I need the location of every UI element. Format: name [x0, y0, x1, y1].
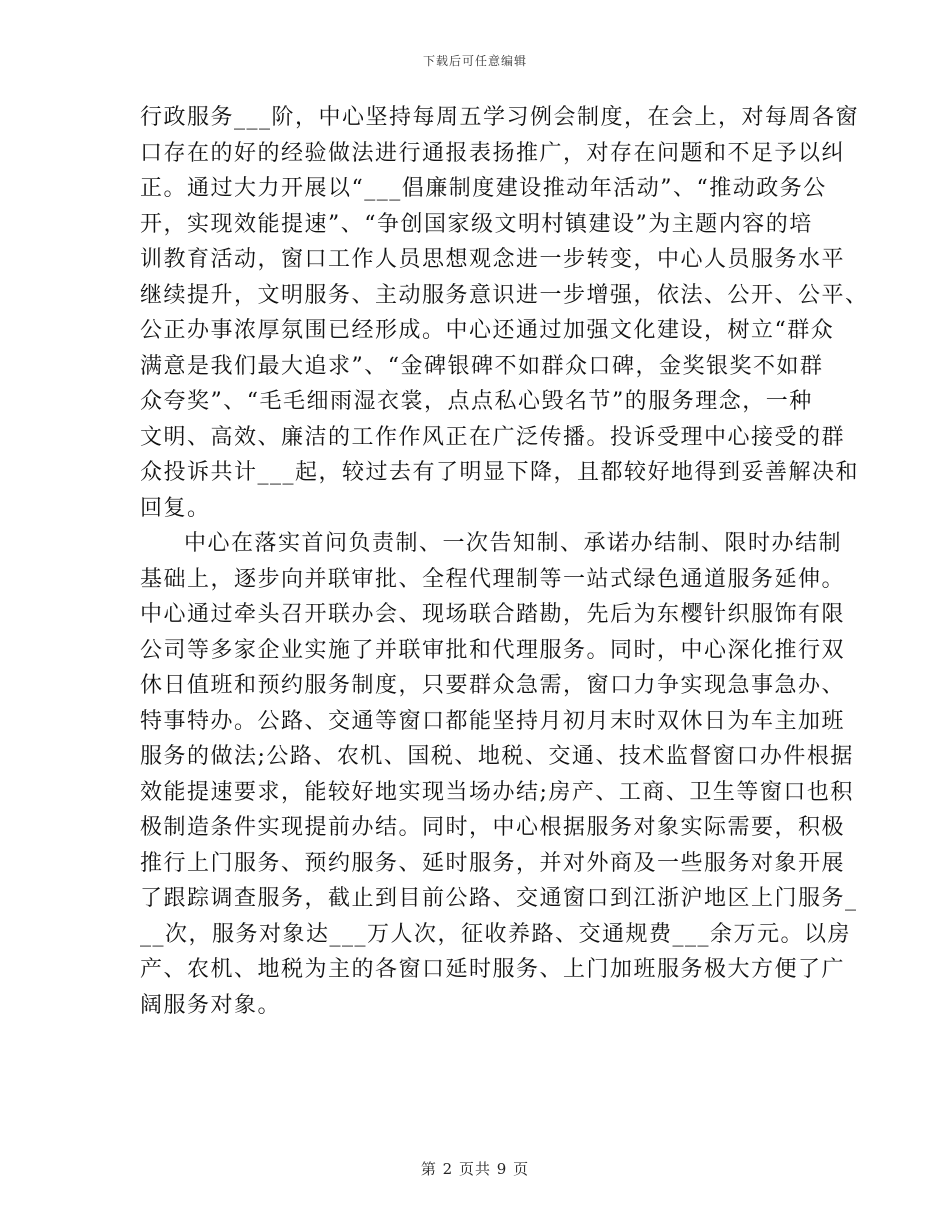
- paragraph-line: 正。通过大力开展以“___倡廉制度建设推动年活动”、“推动政务公: [140, 176, 827, 201]
- paragraph-line: 阔服务对象。: [140, 992, 282, 1018]
- paragraph-line: 众投诉共计___起，较过去有了明显下降，且都较好地得到妥善解决和: [140, 460, 860, 485]
- paragraph-line: 文明、高效、廉洁的工作作风正在广泛传播。投诉受理中心接受的群: [140, 424, 846, 450]
- paragraph-line: 休日值班和预约服务制度，只要群众急需，窗口力争实现急事急办、: [140, 673, 846, 698]
- paragraph-line: 口存在的好的经验做法进行通报表扬推广，对存在问题和不足予以纠: [140, 140, 846, 166]
- paragraph-line: 训教育活动，窗口工作人员思想观念进一步转变，中心人员服务水平: [140, 247, 846, 272]
- paragraph-line: 继续提升，文明服务、主动服务意识进一步增强，依法、公开、公平、: [140, 282, 869, 308]
- paragraph-line: 服务的做法;公路、农机、国税、地税、交通、技术监督窗口办件根据: [140, 744, 854, 769]
- paragraph-line: 特事特办。公路、交通等窗口都能坚持月初月末时双休日为车主加班: [140, 708, 846, 734]
- paragraph-line: 了跟踪调查服务，截止到目前公路、交通窗口到江浙沪地区上门服务_: [140, 886, 858, 911]
- paragraph-line: 中心通过牵头召开联办会、现场联合踏勘，先后为东樱针织服饰有限: [140, 602, 846, 627]
- paragraph-line: 基础上，逐步向并联审批、全程代理制等一站式绿色通道服务延伸。: [140, 566, 846, 592]
- page-number: 第 2 页共 9 页: [420, 1160, 530, 1178]
- paragraph-line: 极制造条件实现提前办结。同时，中心根据服务对象实际需要，积极: [140, 815, 846, 840]
- paragraph-line: 公司等多家企业实施了并联审批和代理服务。同时，中心深化推行双: [140, 637, 846, 663]
- paragraph-line: 回复。: [140, 495, 211, 521]
- paragraph-2: [140, 526, 858, 1023]
- paragraph-line: 行政服务___阶，中心坚持每周五学习例会制度，在会上，对每周各窗: [140, 105, 860, 130]
- paragraph-line: 推行上门服务、预约服务、延时服务，并对外商及一些服务对象开展: [140, 850, 846, 876]
- paragraph-line: 产、农机、地税为主的各窗口延时服务、上门加班服务极大方便了广: [140, 957, 846, 982]
- paragraph-1: [140, 100, 869, 526]
- paragraph-line: __次，服务对象达___万人次，征收养路、交通规费___余万元。以房: [140, 921, 852, 947]
- paragraph-line: 效能提速要求，能较好地实现当场办结;房产、工商、卫生等窗口也积: [140, 779, 854, 805]
- paragraph-line: 中心在落实首问负责制、一次告知制、承诺办结制、限时办结制: [184, 531, 843, 556]
- paragraph-line: 众夸奖”、“毛毛细雨湿衣裳，点点私心毁名节”的服务理念，一种: [140, 389, 813, 414]
- paragraph-line: 公正办事浓厚氛围已经形成。中心还通过加强文化建设，树立“群众: [140, 318, 835, 343]
- paragraph-line: 满意是我们最大追求”、“金碑银碑不如群众口碑，金奖银奖不如群: [140, 353, 824, 379]
- document-body: [140, 100, 869, 1023]
- page-header: 下载后可任意编辑: [422, 54, 527, 68]
- paragraph-line: 开，实现效能提速”、“争创国家级文明村镇建设”为主题内容的培: [140, 211, 813, 237]
